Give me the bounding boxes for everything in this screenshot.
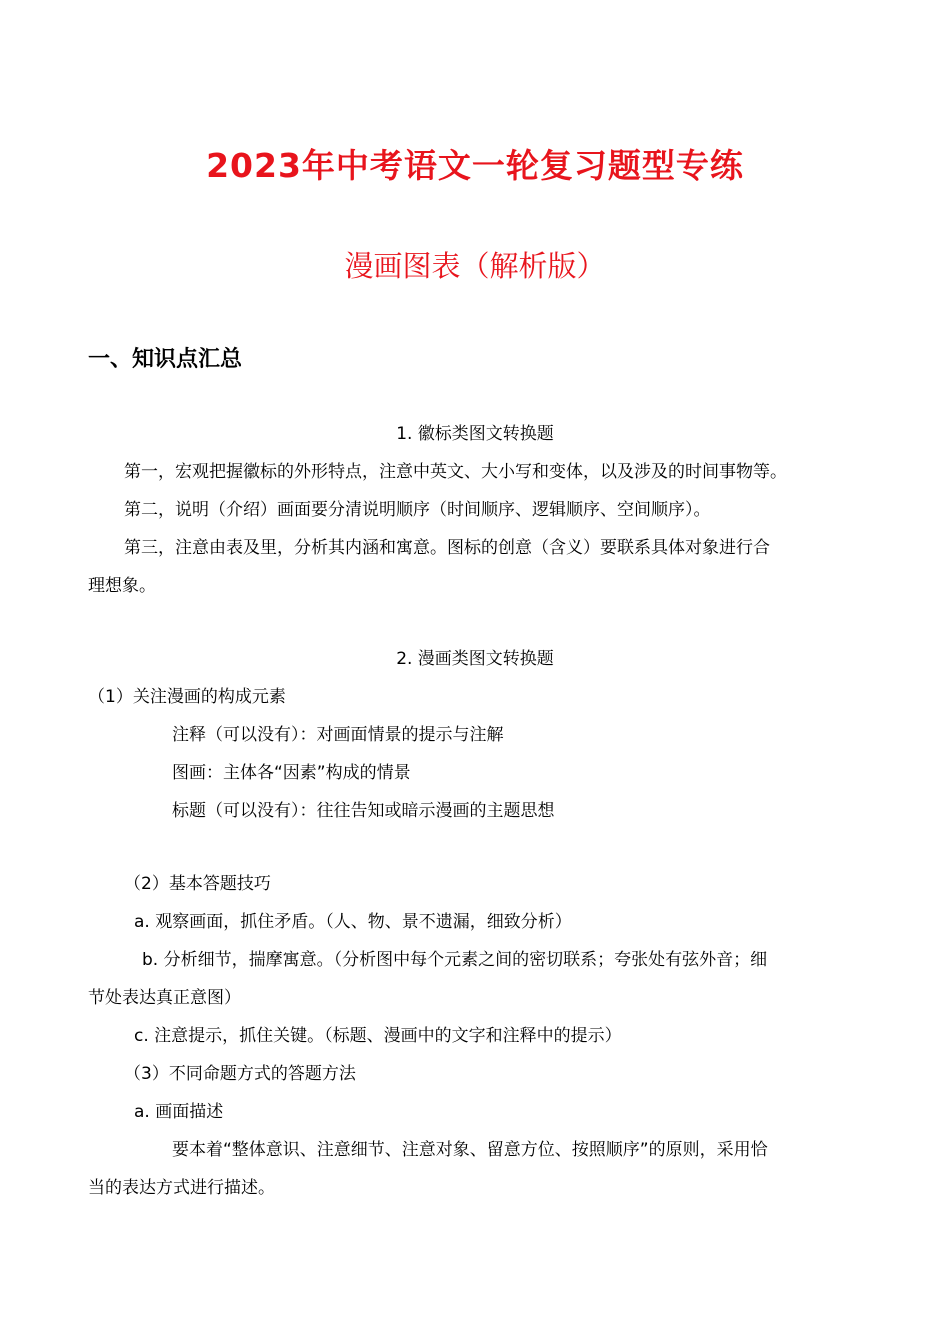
- comic-subheading-3: （3）不同命题方式的答题方法: [124, 1064, 356, 1084]
- section-heading: 一、知识点汇总: [88, 347, 243, 372]
- comic-tip-b-line-2: 节处表达真正意图）: [88, 988, 241, 1008]
- comic-method-a-line-2: 当的表达方式进行描述。: [88, 1178, 275, 1198]
- comic-subheading-1: （1）关注漫画的构成元素: [88, 687, 286, 707]
- comic-tip-b-line-1: b. 分析细节，揣摩寓意。（分析图中每个元素之间的密切联系；夸张处有弦外音；细: [142, 950, 768, 970]
- emblem-paragraph-3-line-1: 第三，注意由表及里，分析其内涵和寓意。图标的创意（含义）要联系具体对象进行合: [124, 538, 770, 558]
- comic-tip-c: c. 注意提示，抓住关键。（标题、漫画中的文字和注释中的提示）: [134, 1026, 622, 1046]
- comic-element-picture: 图画：主体各“因素”构成的情景: [172, 763, 411, 783]
- document-subtitle: 漫画图表（解析版）: [344, 249, 606, 283]
- emblem-paragraph-2: 第二，说明（介绍）画面要分清说明顺序（时间顺序、逻辑顺序、空间顺序）。: [124, 500, 711, 520]
- comic-heading: 2. 漫画类图文转换题: [396, 649, 554, 669]
- comic-method-a-line-1: 要本着“整体意识、注意细节、注意对象、留意方位、按照顺序”的原则，采用恰: [172, 1140, 768, 1160]
- comic-method-a: a. 画面描述: [134, 1102, 224, 1122]
- comic-element-title: 标题（可以没有）：往往告知或暗示漫画的主题思想: [172, 801, 555, 821]
- document-title: 2023年中考语文一轮复习题型专练: [206, 146, 744, 185]
- comic-element-note: 注释（可以没有）：对画面情景的提示与注解: [172, 725, 504, 745]
- emblem-heading: 1. 徽标类图文转换题: [396, 424, 554, 444]
- comic-subheading-2: （2）基本答题技巧: [124, 874, 271, 894]
- emblem-paragraph-3-line-2: 理想象。: [88, 576, 156, 596]
- emblem-paragraph-1: 第一，宏观把握徽标的外形特点，注意中英文、大小写和变体，以及涉及的时间事物等。: [124, 462, 787, 482]
- comic-tip-a: a. 观察画面，抓住矛盾。（人、物、景不遗漏，细致分析）: [134, 912, 572, 932]
